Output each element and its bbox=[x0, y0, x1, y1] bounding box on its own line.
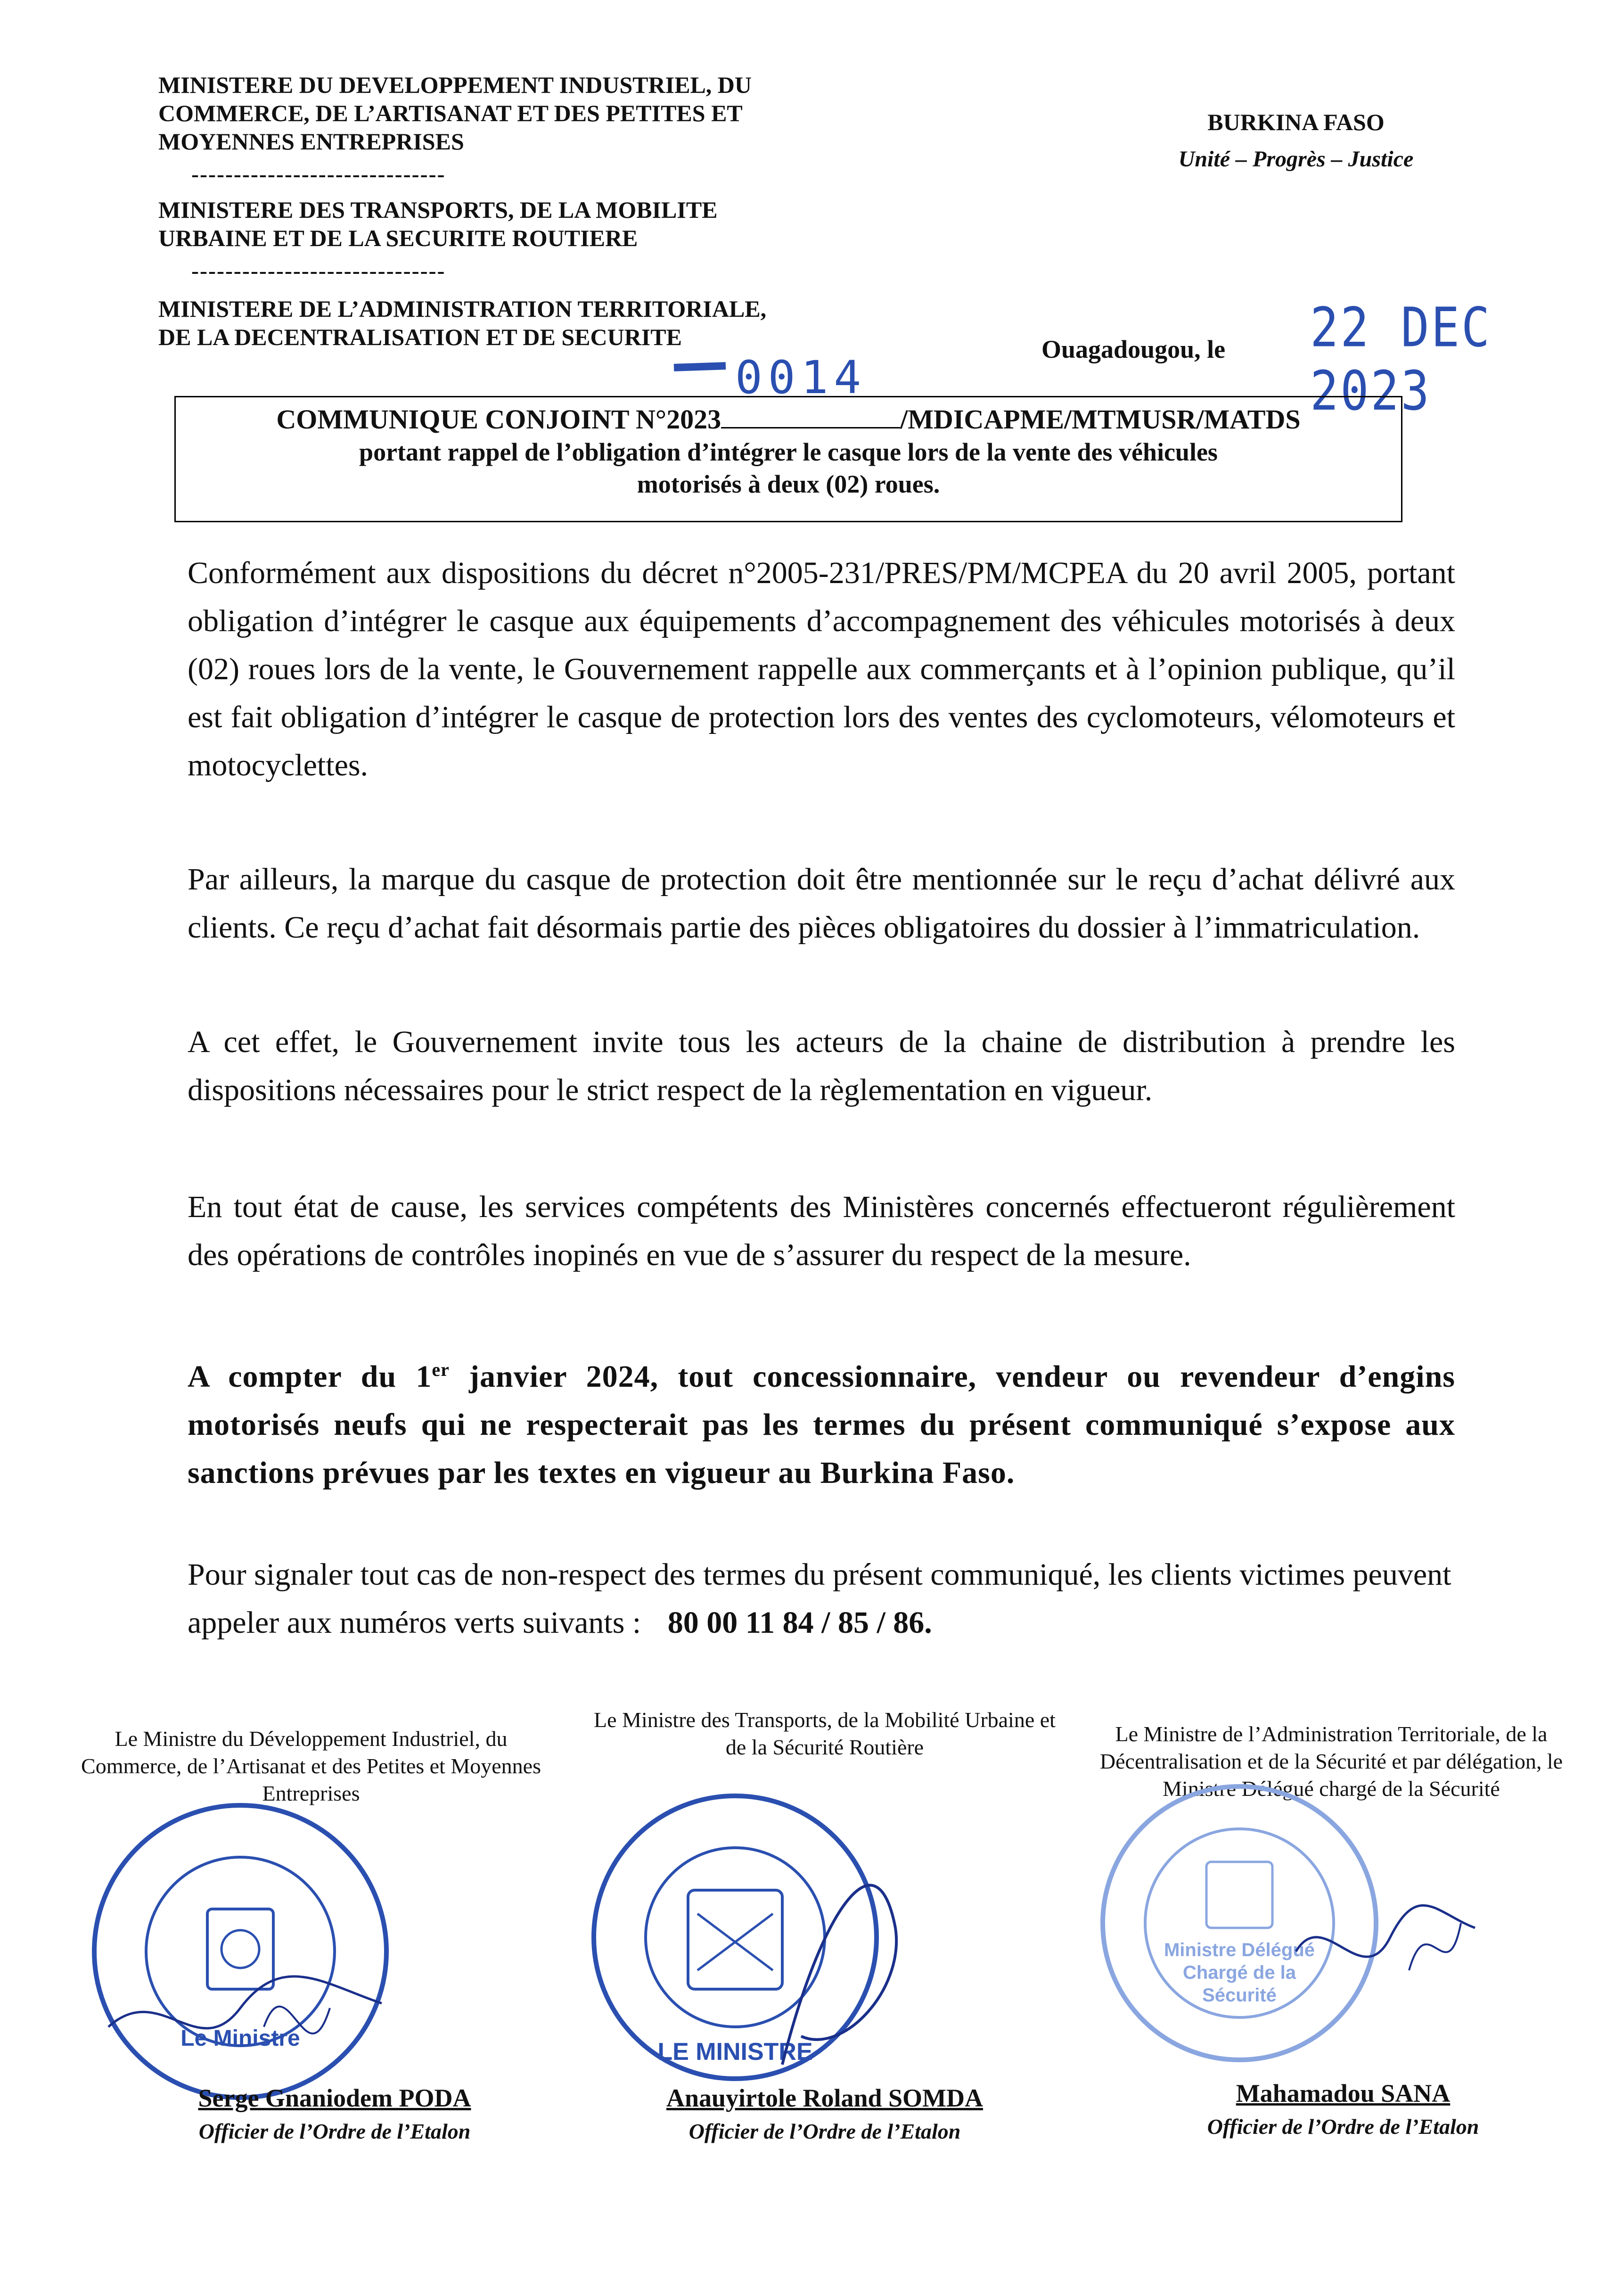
crossed-spears-icon bbox=[697, 1914, 773, 1970]
ministry-3-line: DE LA DECENTRALISATION ET DE SECURITE bbox=[158, 324, 682, 350]
stamp-dash-mark bbox=[674, 362, 726, 371]
paragraph-4: En tout état de cause, les services compétents des Ministères concernés effectueront régulièrement des opérations de contrôles inopinés en vue de s’assurer du respect de la mesure. bbox=[188, 1190, 1455, 1272]
p5-rest: janvier 2024, tout concessionnaire, vendeur ou revendeur d’engins motorisés neufs qui ne respecterait pas les termes du présent communiqué s’expose aux sanctions prévues par les textes en vigueur au Burkina Faso. bbox=[188, 1359, 1455, 1490]
seal-3-stamp bbox=[1032, 1772, 1503, 2074]
seal-2-label: LE MINISTRE bbox=[657, 2038, 813, 2066]
ministry-2-header bbox=[158, 196, 865, 252]
ministry-1-header bbox=[158, 71, 865, 156]
title-prefix: COMMUNIQUE CONJOINT N°2023 bbox=[276, 404, 721, 435]
signature-1-stroke bbox=[108, 1976, 382, 2028]
seal-1-stamp bbox=[42, 1782, 419, 2121]
ministry-2-line: MINISTERE DES TRANSPORTS, DE LA MOBILITE bbox=[158, 197, 718, 223]
ministry-1-line: MINISTERE DU DEVELOPPEMENT INDUSTRIEL, DU bbox=[158, 72, 752, 98]
title-suffix: /MDICAPME/MTMUSR/MATDS bbox=[900, 404, 1301, 435]
ministry-3-line: MINISTERE DE L’ADMINISTRATION TERRITORIALE, bbox=[158, 296, 767, 322]
emblem-icon bbox=[221, 1930, 259, 1968]
signatory-3-name: Mahamadou SANA bbox=[1236, 2079, 1451, 2107]
p5-start: A compter du 1 bbox=[188, 1359, 432, 1394]
paragraph-5-warning bbox=[188, 1346, 1455, 1497]
p5-sup: er bbox=[432, 1359, 450, 1380]
title-subject-2: motorisés à deux (02) roues. bbox=[637, 470, 940, 498]
signatory-1-order: Officier de l’Ordre de l’Etalon bbox=[198, 2119, 471, 2143]
signatory-3-order: Officier de l’Ordre de l’Etalon bbox=[1207, 2115, 1479, 2139]
signature-3-stroke bbox=[1296, 1905, 1475, 1957]
country-name: BURKINA FASO bbox=[1207, 109, 1385, 135]
seal-outer-ring bbox=[94, 1805, 386, 2098]
seal-1-label: Le Ministre bbox=[180, 2026, 300, 2051]
paragraph-6 bbox=[188, 1551, 1455, 1647]
p6-text: Pour signaler tout cas de non-respect des termes du présent communiqué, les clients victimes peuvent appeler aux numéros verts suivants : bbox=[188, 1557, 1451, 1640]
coat-of-arms-icon bbox=[688, 1890, 782, 1989]
separator: ------------------------------ bbox=[191, 162, 446, 187]
paragraph-3: A cet effet, le Gouvernement invite tous les acteurs de la chaine de distribution à prendre les dispositions nécessaires pour le strict respect de la règlementation en vigueur. bbox=[188, 1025, 1455, 1107]
signatory-3-title: Le Ministre de l’Administration Territoriale, de la Décentralisation et de la Sécurité et par délégation, le Ministre Délégué chargé de la Sécurité bbox=[1099, 1722, 1563, 1801]
ministry-1-line: MOYENNES ENTREPRISES bbox=[158, 128, 464, 155]
number-blank bbox=[721, 408, 900, 428]
communique-number bbox=[176, 397, 1401, 436]
signatory-1-title: Le Ministre du Développement Industriel, du Commerce, de l’Artisanat et des Petites et Moyennes Entreprises bbox=[81, 1727, 541, 1805]
paragraph-2: Par ailleurs, la marque du casque de protection doit être mentionnée sur le reçu d’achat délivré aux clients. Ce reçu d’achat fait désormais partie des pièces obligatoires du dossier à l’immatriculation. bbox=[188, 862, 1455, 945]
coat-of-arms-icon bbox=[207, 1909, 273, 1989]
seal-inner-ring bbox=[646, 1848, 825, 2027]
coat-of-arms-icon bbox=[1206, 1862, 1272, 1928]
communique-title-box bbox=[174, 396, 1402, 522]
ministry-2-line: URBAINE ET DE LA SECURITE ROUTIERE bbox=[158, 225, 638, 251]
date-stamp: 22 DEC 2023 bbox=[1310, 296, 1492, 423]
signatory-2-title: Le Ministre des Transports, de la Mobilité Urbaine et de la Sécurité Routière bbox=[594, 1708, 1056, 1759]
country-motto: Unité – Progrès – Justice bbox=[1178, 147, 1414, 172]
number-stamp: 0014 bbox=[735, 351, 867, 404]
seal-3-center-line: Chargé de la bbox=[1182, 1962, 1296, 1983]
seal-3-center-line: Ministre Délégué bbox=[1164, 1940, 1315, 1960]
signature-3-stroke bbox=[1409, 1923, 1461, 1970]
hotline-numbers: 80 00 11 84 / 85 / 86. bbox=[667, 1605, 932, 1640]
seal-inner-ring bbox=[146, 1857, 335, 2046]
ministry-3-header bbox=[158, 295, 865, 351]
signature-2-stroke bbox=[782, 1885, 896, 2065]
seal-2-stamp bbox=[537, 1772, 961, 2102]
place-label: Ouagadougou, le bbox=[1041, 335, 1226, 363]
ministry-1-line: COMMERCE, DE L’ARTISANAT ET DES PETITES ET bbox=[158, 100, 743, 126]
paragraph-1: Conformément aux dispositions du décret n°2005-231/PRES/PM/MCPEA du 20 avril 2005, portant obligation d’intégrer le casque aux équipements d’accompagnement des véhicules motorisés à deux (02) roues lors de la vente, le Gouvernement rappelle aux commerçants et à l’opinion publique, qu’il est fait obligation d’intégrer le casque de protection lors des ventes des cyclomoteurs, vélomoteurs et motocyclettes. bbox=[188, 556, 1455, 782]
title-subject-1: portant rappel de l’obligation d’intégrer le casque lors de la vente des véhicules bbox=[359, 438, 1218, 466]
signatory-2-order: Officier de l’Ordre de l’Etalon bbox=[689, 2119, 961, 2143]
signatory-2-name: Anauyirtole Roland SOMDA bbox=[666, 2084, 984, 2112]
seal-3-center-line: Sécurité bbox=[1202, 1985, 1277, 2006]
signatory-1-name: Serge Gnaniodem PODA bbox=[198, 2084, 471, 2112]
separator: ------------------------------ bbox=[191, 258, 446, 283]
